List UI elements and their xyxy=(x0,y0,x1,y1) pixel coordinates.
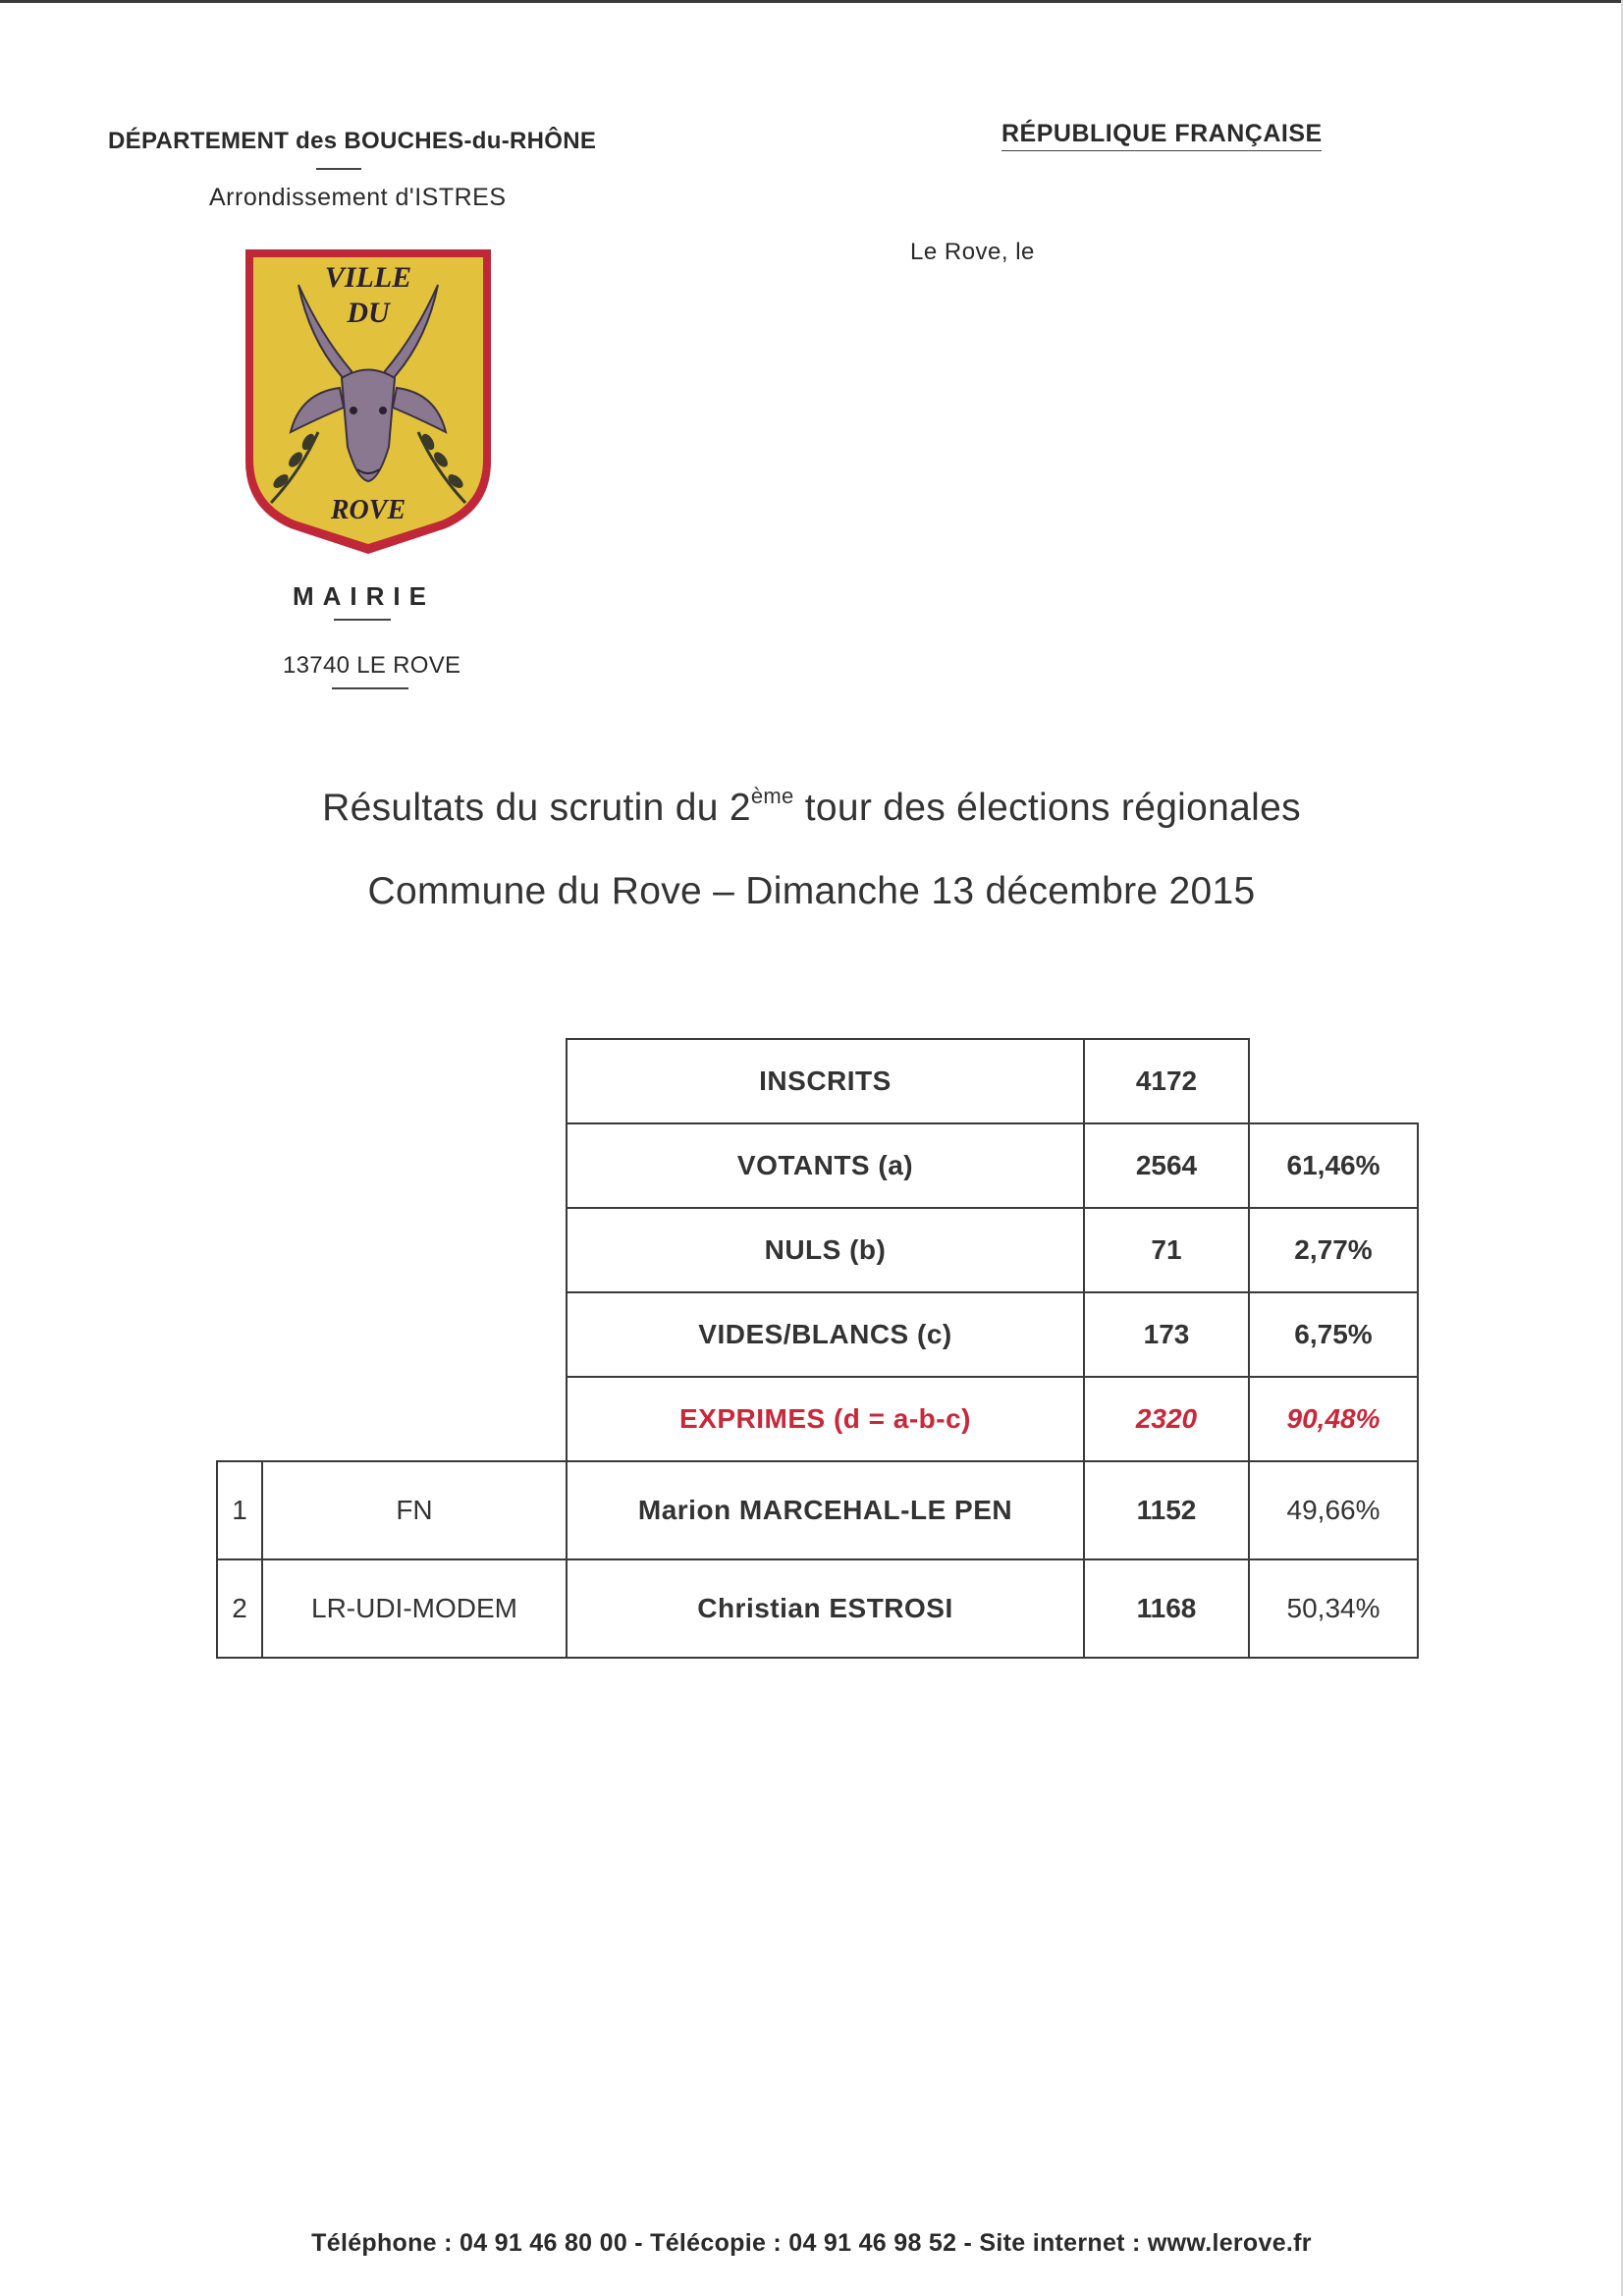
candidate-party: LR-UDI-MODEM xyxy=(262,1559,567,1658)
republic-underline xyxy=(1001,150,1322,151)
table-row-expressed xyxy=(217,1377,1418,1461)
republic-heading: RÉPUBLIQUE FRANÇAISE xyxy=(1001,120,1323,147)
candidate-number: 1 xyxy=(217,1461,262,1559)
postal-address: 13740 LE ROVE xyxy=(283,652,461,679)
summary-percent: 6,75% xyxy=(1249,1292,1418,1377)
mairie-heading: MAIRIE xyxy=(293,581,435,611)
table-row xyxy=(217,1208,1418,1292)
results-table xyxy=(216,1038,1419,1659)
table-row xyxy=(217,1292,1418,1377)
candidate-number: 2 xyxy=(217,1559,262,1658)
crest-line1: VILLE xyxy=(324,261,412,294)
divider xyxy=(316,168,361,170)
arrondissement-text: Arrondissement d'ISTRES xyxy=(209,184,507,211)
candidate-percent: 50,34% xyxy=(1249,1559,1418,1658)
page-subtitle: Commune du Rove – Dimanche 13 décembre 2015 xyxy=(367,870,1256,912)
summary-value: 173 xyxy=(1084,1292,1249,1377)
candidate-votes: 1152 xyxy=(1084,1461,1249,1559)
divider xyxy=(332,687,408,689)
summary-percent: 61,46% xyxy=(1249,1123,1418,1208)
candidate-name: Marion MARCEHAL-LE PEN xyxy=(567,1461,1084,1559)
summary-label: EXPRIMES (d = a-b-c) xyxy=(567,1377,1084,1461)
summary-value: 71 xyxy=(1084,1208,1249,1292)
page-title: Résultats du scrutin du 2ème tour des élections régionales xyxy=(322,784,1301,829)
candidate-row xyxy=(217,1559,1418,1658)
crest-banner: ROVE xyxy=(330,495,406,525)
candidate-percent: 49,66% xyxy=(1249,1461,1418,1559)
summary-value: 4172 xyxy=(1084,1039,1249,1123)
place-date-line: Le Rove, le xyxy=(910,239,1035,265)
summary-label: VOTANTS (a) xyxy=(567,1123,1084,1208)
footer-contact: Téléphone : 04 91 46 80 00 - Télécopie : 04 91 46 98 52 - Site internet : www.lerove.fr xyxy=(311,2229,1312,2257)
department-heading: DÉPARTEMENT des BOUCHES-du-RHÔNE xyxy=(108,128,597,154)
summary-percent: 90,48% xyxy=(1249,1377,1418,1461)
table-row xyxy=(217,1039,1418,1123)
summary-label: NULS (b) xyxy=(567,1208,1084,1292)
table-row xyxy=(217,1123,1418,1208)
summary-value: 2564 xyxy=(1084,1123,1249,1208)
summary-percent: 2,77% xyxy=(1249,1208,1418,1292)
candidate-row xyxy=(217,1461,1418,1559)
candidate-party: FN xyxy=(262,1461,567,1559)
divider xyxy=(334,619,391,621)
summary-value: 2320 xyxy=(1084,1377,1249,1461)
candidate-name: Christian ESTROSI xyxy=(567,1559,1084,1658)
summary-label: VIDES/BLANCS (c) xyxy=(567,1292,1084,1377)
crest-line2: DU xyxy=(347,297,390,329)
scan-top-edge xyxy=(0,0,1623,3)
candidate-votes: 1168 xyxy=(1084,1559,1249,1658)
coat-of-arms-logo xyxy=(242,246,495,556)
summary-label: INSCRITS xyxy=(567,1039,1084,1123)
